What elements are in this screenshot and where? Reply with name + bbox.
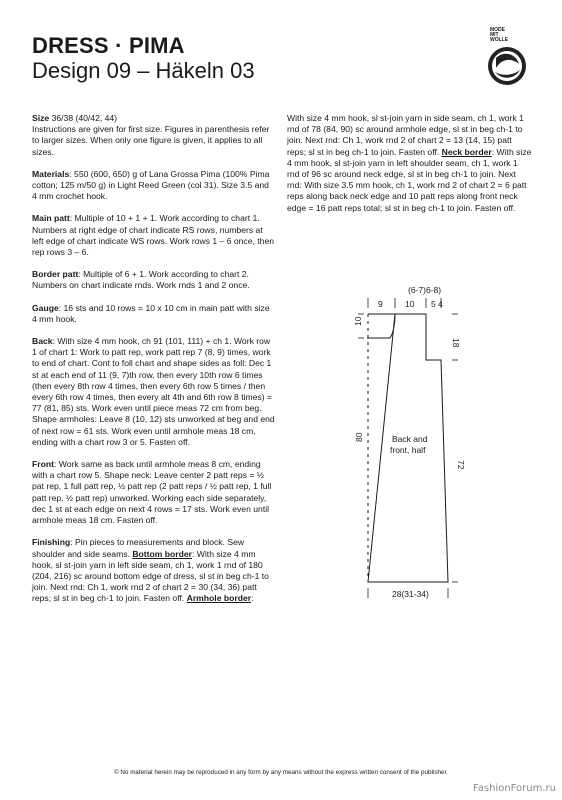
instruction-paragraph: Gauge: 16 sts and 10 rows = 10 x 10 cm in main patt with size 4 mm hook. bbox=[32, 302, 270, 324]
brand-logo bbox=[482, 28, 532, 88]
page-title: DRESS · PIMA bbox=[32, 33, 185, 58]
schematic-label-width: 28(31-34) bbox=[392, 589, 429, 599]
copyright-notice: © No material herein may be reproduced in any form by any means without the express written consent of the publisher. bbox=[114, 769, 448, 776]
instructions-left-column bbox=[32, 113, 276, 616]
right-paragraph: With size 4 mm hook, sl st-join yarn in side seam, ch 1, work 1 rnd of 78 (84, 90) sc around armhole edge, sl st in beg ch-1 to join. Next rnd: Ch 1, work rnd 2 of chart 2 = 13 (14, 15) patt reps; sl st in beg ch-1 to join. Fasten off. Neck border: With size 4 mm hook, sl st-join yarn in left shoulder seam, ch 1, work 1 rnd of 96 sc around neck edge, sl st in beg ch-1 to join. Next rnd: With size 3.5 mm hook, ch 1, work rnd 2 of chart 2 = 6 patt reps along back neck edge and 10 patt reps along front neck edge = 16 patt reps total; sl st in beg ch-1 to join. Fasten off. bbox=[287, 113, 532, 213]
schematic-label-9: 9 bbox=[378, 299, 383, 309]
schematic-label-armhole-18: 18 bbox=[451, 338, 461, 348]
schematic-label-length-72: 72 bbox=[456, 460, 466, 470]
instruction-paragraph: Materials: 550 (600, 650) g of Lana Grossa Pima (100% Pima cotton; 125 m/50 g) in Light Reed Green (col 31). Size 3.5 and 4 mm crochet hook. bbox=[32, 168, 270, 202]
instruction-paragraph: Border patt: Multiple of 6 + 1. Work according to chart 2. Numbers on chart indicate rnds. Work rnds 1 and 2 once. bbox=[32, 269, 250, 291]
schematic-label-neck-depth: 10 bbox=[353, 316, 363, 326]
schematic-center-label-1: Back and bbox=[392, 434, 428, 444]
instruction-paragraph: Finishing: Pin pieces to measurements and block. Sew shoulder and side seams. Bottom border: With size 4 mm hook, sl st-join yarn in left side seam, ch 1, work 1 rnd of 180 (204, 216) sc around bottom edge of dress, sl st in beg ch-1 to join. Next rnd: Ch 1, work rnd 2 of chart 2 = 30 (34, 36) patt reps; sl st in beg ch-1 to join. Fasten off. Armhole border: bbox=[32, 537, 269, 604]
logo-text-wolle: WOLLE bbox=[490, 37, 509, 43]
instruction-paragraph: Size 36/38 (40/42, 44) Instructions are given for first size. Figures in parenthesis refer to larger sizes. When only one figure is given, it applies to all sizes. bbox=[32, 113, 270, 157]
schematic-label-shoulder-range: (6-7)6-8) bbox=[408, 285, 442, 295]
instruction-paragraph: Main patt: Multiple of 10 + 1 + 1. Work according to chart 1. Numbers at right edge of chart indicate RS rows, numbers at left edge of chart indicate WS rows. Work rows 1 – 6 once, then rep rows 3 – 6. bbox=[32, 213, 275, 258]
schematic-label-5-4: 5 4 bbox=[431, 299, 443, 309]
logo-mark-icon bbox=[482, 44, 532, 88]
schematic-label-length-80: 80 bbox=[354, 432, 364, 442]
logo-text-mit: MIT bbox=[490, 32, 499, 38]
instruction-paragraph: Front: Work same as back until armhole meas 8 cm, ending with a chart row 5. Shape neck: Leave center 2 patt reps = ½ pat rep, 1 full patt rep, ½ patt rep (2 patt reps / ½ patt rep, 1 full patt rep, ½ patt rep) unworked. Working each side separately, dec 1 st at each edge on next 4 rows = 17 sts. Work even until armhole meas 18 cm. Fasten off. bbox=[32, 459, 272, 526]
logo-text-mode: MODE bbox=[490, 27, 505, 33]
watermark: FashionForum.ru bbox=[472, 783, 556, 794]
schematic-center-label-2: front, half bbox=[390, 445, 426, 455]
schematic-label-10: 10 bbox=[405, 299, 415, 309]
page-subtitle: Design 09 – Häkeln 03 bbox=[32, 58, 255, 83]
schematic-diagram bbox=[340, 282, 480, 612]
instruction-paragraph: Back: With size 4 mm hook, ch 91 (101, 111) + ch 1. Work row 1 of chart 1: Work to patt rep, work patt rep 7 (8, 9) times, work to end of chart. Cont to foll chart and shape sides as foll: Dec 1 st at each end of 11 (9, 7)th row, then every 10th row 6 times (then every 8th row 4 times, then every 6th row 5 times / then every 6th row 4 times, then every alt 4th and 6th row 8 times) = 77 (81, 85) sts. Work even until piece meas 72 cm from beg. Shape armholes: Leave 8 (10, 12) sts unworked at beg and end of next row = 61 sts. Work even until armhole meas 18 cm, ending with a chart row 3 or 5. Fasten off. bbox=[32, 336, 275, 447]
instructions-right-column bbox=[287, 113, 532, 225]
